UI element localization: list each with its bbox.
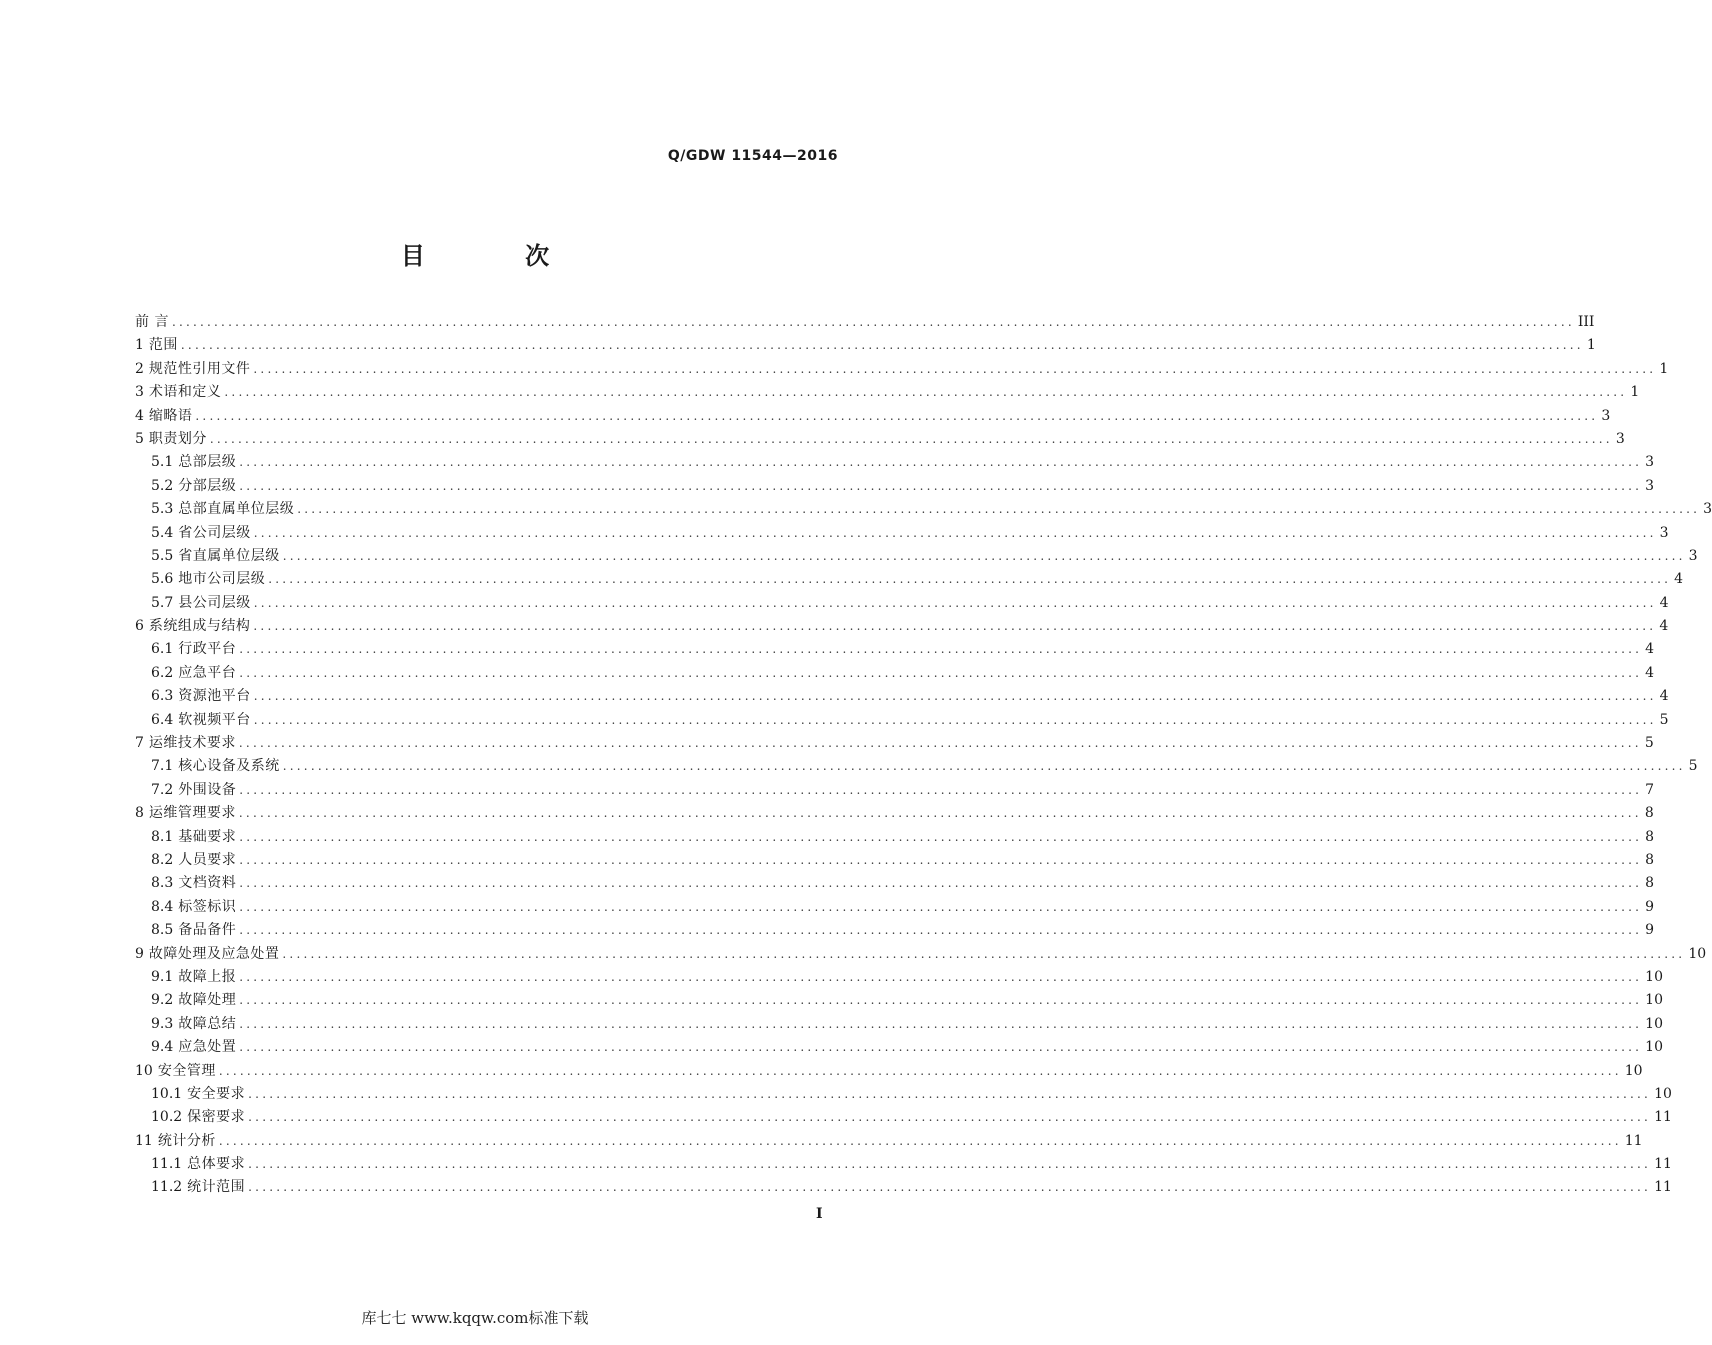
toc-leader-dots: ........................................................................................................................................................................................................ (238, 736, 1642, 751)
toc-leader-dots: ........................................................................................................................................................................................................ (171, 315, 1575, 329)
toc-entry-page: 9 (1645, 898, 1655, 915)
toc-leader-dots: ........................................................................................................................................................................................................ (253, 619, 1657, 634)
toc-entry-number: 9 (135, 945, 144, 962)
toc-entry-number: 9.2 (151, 992, 174, 1009)
toc-leader-dots: ........................................................................................................................................................................................................ (180, 338, 1584, 353)
toc-leader-dots: ........................................................................................................................................................................................................ (297, 502, 1701, 517)
toc-entry-page: 10 (1645, 1039, 1663, 1056)
toc-leader-dots: ........................................................................................................................................................................................................ (248, 1157, 1652, 1172)
toc-entry-label: 故障处理及应急处置 (148, 945, 280, 962)
toc-entry-number: 9.3 (151, 1015, 174, 1032)
toc-entry-page: 8 (1645, 851, 1655, 868)
toc-entry-page: 10 (1688, 945, 1707, 962)
toc-entry[interactable] (135, 1106, 1672, 1129)
toc-entry-page: 3 (1615, 430, 1625, 447)
toc-entry-label: 软视频平台 (178, 711, 251, 728)
toc-entry-label: 运维技术要求 (148, 735, 236, 752)
toc-entry-number: 11 (135, 1132, 153, 1149)
toc-entry-number: 5.5 (151, 547, 174, 564)
toc-entry[interactable] (135, 475, 1655, 498)
toc-entry-label: 外围设备 (178, 781, 237, 798)
toc-entry[interactable] (135, 522, 1669, 545)
toc-entry-number: 9.4 (151, 1039, 174, 1056)
toc-entry-number: 10.2 (151, 1109, 183, 1126)
toc-entry-label: 行政平台 (178, 641, 237, 658)
toc-entry-number: 4 (135, 407, 144, 424)
toc-entry-page: 10 (1645, 992, 1663, 1009)
toc-entry-label: 文档资料 (178, 875, 237, 892)
toc-entry-number: 5.4 (151, 524, 174, 541)
toc-entry-label: 省公司层级 (178, 524, 251, 541)
toc-entry-label: 故障上报 (178, 968, 237, 985)
toc-leader-dots: ........................................................................................................................................................................................................ (239, 1016, 1643, 1031)
toc-leader-dots: ........................................................................................................................................................................................................ (248, 1180, 1652, 1195)
toc-entry-label: 规范性引用文件 (148, 360, 251, 377)
toc-entry-label: 前 言 (135, 314, 169, 330)
toc-entry-number: 10 (135, 1062, 153, 1079)
toc-entry-label: 标签标识 (178, 898, 237, 915)
toc-entry-page: 4 (1645, 664, 1655, 681)
toc-entry-label: 保密要求 (187, 1109, 246, 1126)
document-code: Q/GDW 11544—2016 (667, 148, 838, 164)
toc-entry[interactable] (135, 498, 1712, 521)
toc-entry[interactable] (135, 1013, 1663, 1036)
toc-entry[interactable] (135, 802, 1654, 825)
toc-entry-number: 7.1 (151, 758, 174, 775)
toc-entry-page: 8 (1645, 828, 1655, 845)
toc-entry-label: 统计范围 (187, 1179, 246, 1196)
toc-entry-page: 8 (1644, 805, 1654, 822)
toc-entry-number: 8 (135, 805, 144, 822)
toc-entry[interactable] (135, 1130, 1643, 1153)
toc-entry-page: 3 (1645, 454, 1655, 471)
toc-leader-dots: ........................................................................................................................................................................................................ (268, 572, 1672, 587)
toc-entry-label: 地市公司层级 (178, 571, 266, 588)
toc-entry-label: 术语和定义 (148, 384, 222, 401)
toc-entry-page: 3 (1645, 477, 1655, 494)
toc-entry[interactable] (135, 358, 1669, 381)
toc-entry-page: 5 (1644, 735, 1654, 752)
toc-entry-number: 11.2 (151, 1179, 183, 1196)
toc-leader-dots: ........................................................................................................................................................................................................ (195, 408, 1599, 423)
toc-entry-label: 总体要求 (187, 1156, 246, 1173)
toc-entry[interactable] (135, 1083, 1672, 1106)
toc-leader-dots: ........................................................................................................................................................................................................ (239, 969, 1643, 984)
toc-leader-dots: ........................................................................................................................................................................................................ (218, 1133, 1622, 1148)
toc-entry[interactable] (135, 919, 1655, 942)
toc-entry-number: 3 (135, 384, 144, 401)
toc-entry-number: 2 (135, 360, 144, 377)
toc-leader-dots: ........................................................................................................................................................................................................ (239, 899, 1643, 914)
toc-entry-page: 11 (1654, 1109, 1672, 1126)
toc-entry[interactable] (135, 779, 1655, 802)
toc-entry-number: 6.3 (151, 688, 174, 705)
toc-entry[interactable] (135, 405, 1611, 428)
toc-entry-number: 8.5 (151, 922, 174, 939)
toc-entry-label: 省直属单位层级 (178, 547, 280, 564)
toc-entry[interactable] (135, 1060, 1643, 1083)
toc-leader-dots: ........................................................................................................................................................................................................ (253, 595, 1657, 610)
toc-entry[interactable] (135, 732, 1654, 755)
toc-entry-number: 5 (135, 430, 144, 447)
toc-entry-page: 3 (1703, 501, 1712, 518)
toc-entry[interactable] (135, 545, 1698, 568)
toc-entry-number: 6.1 (151, 641, 174, 658)
toc-title: 目 次 (400, 242, 596, 270)
toc-entry[interactable] (135, 1176, 1672, 1199)
toc-entry-page: 10 (1645, 968, 1663, 985)
toc-entry-label: 故障处理 (178, 992, 237, 1009)
toc-leader-dots: ........................................................................................................................................................................................................ (282, 946, 1686, 961)
toc-entry-page: 1 (1630, 384, 1640, 401)
toc-entry[interactable] (135, 1036, 1663, 1059)
toc-entry-page: 10 (1624, 1062, 1643, 1079)
toc-entry-page: 8 (1645, 875, 1655, 892)
toc-entry-number: 5.2 (151, 477, 174, 494)
toc-leader-dots: ........................................................................................................................................................................................................ (239, 852, 1643, 867)
toc-leader-dots: ........................................................................................................................................................................................................ (253, 712, 1657, 727)
toc-entry[interactable] (135, 896, 1655, 919)
toc-leader-dots: ........................................................................................................................................................................................................ (248, 1086, 1652, 1101)
toc-leader-dots: ........................................................................................................................................................................................................ (224, 385, 1628, 400)
table-of-contents (135, 311, 1712, 1200)
toc-entry[interactable] (135, 615, 1669, 638)
toc-entry-number: 7 (135, 735, 144, 752)
toc-entry-page: 10 (1645, 1015, 1663, 1032)
toc-entry-number: 5.6 (151, 571, 174, 588)
toc-entry-label: 故障总结 (178, 1015, 237, 1032)
toc-entry-label: 总部层级 (178, 454, 237, 471)
toc-entry[interactable] (135, 428, 1625, 451)
toc-entry[interactable] (135, 451, 1655, 474)
toc-entry-number: 8.3 (151, 875, 174, 892)
toc-entry-page: 4 (1659, 594, 1669, 611)
toc-entry-page: 5 (1659, 711, 1669, 728)
toc-entry[interactable] (135, 638, 1655, 661)
toc-entry-number: 6.4 (151, 711, 174, 728)
toc-entry-page: 5 (1688, 758, 1698, 775)
page-number: I (816, 1206, 823, 1222)
toc-entry-number: 10.1 (151, 1085, 183, 1102)
toc-entry-page: 9 (1645, 922, 1655, 939)
toc-entry-number: 6.2 (151, 664, 174, 681)
toc-entry-label: 总部直属单位层级 (178, 501, 295, 518)
toc-leader-dots: ........................................................................................................................................................................................................ (253, 689, 1657, 704)
toc-entry-label: 缩略语 (148, 407, 193, 424)
toc-entry-number: 8.1 (151, 828, 174, 845)
toc-entry-number: 5.1 (151, 454, 174, 471)
toc-entry-label: 核心设备及系统 (178, 758, 280, 775)
toc-entry[interactable] (135, 989, 1663, 1012)
toc-entry-page: 10 (1654, 1085, 1672, 1102)
toc-leader-dots: ........................................................................................................................................................................................................ (239, 665, 1643, 680)
toc-entry[interactable] (135, 662, 1655, 685)
toc-leader-dots: ........................................................................................................................................................................................................ (248, 1110, 1652, 1125)
toc-entry-label: 资源池平台 (178, 688, 251, 705)
toc-leader-dots: ........................................................................................................................................................................................................ (282, 548, 1686, 563)
toc-entry-number: 9.1 (151, 968, 174, 985)
toc-entry-page: 7 (1645, 781, 1655, 798)
toc-entry[interactable] (135, 872, 1655, 895)
toc-entry-label: 应急处置 (178, 1039, 237, 1056)
toc-entry-label: 县公司层级 (178, 594, 251, 611)
toc-entry-number: 6 (135, 618, 144, 635)
toc-entry-number: 8.4 (151, 898, 174, 915)
toc-leader-dots: ........................................................................................................................................................................................................ (253, 525, 1657, 540)
toc-entry-label: 系统组成与结构 (148, 618, 251, 635)
toc-entry-page: III (1577, 314, 1595, 330)
toc-entry-label: 范围 (148, 337, 178, 354)
footer-watermark: 库七七 www.kqqw.com标准下载 (361, 1309, 589, 1327)
toc-leader-dots: ........................................................................................................................................................................................................ (253, 361, 1657, 376)
toc-entry-label: 人员要求 (178, 851, 237, 868)
toc-entry-number: 7.2 (151, 781, 174, 798)
toc-entry-label: 应急平台 (178, 664, 237, 681)
toc-entry[interactable] (135, 849, 1655, 872)
toc-entry-page: 3 (1601, 407, 1611, 424)
toc-entry[interactable] (135, 592, 1669, 615)
toc-entry[interactable] (135, 826, 1655, 849)
toc-entry[interactable] (135, 381, 1640, 404)
toc-leader-dots: ........................................................................................................................................................................................................ (218, 1063, 1622, 1078)
toc-entry-label: 安全要求 (187, 1085, 246, 1102)
toc-entry[interactable] (135, 755, 1698, 778)
toc-leader-dots: ........................................................................................................................................................................................................ (239, 1040, 1643, 1055)
toc-entry-page: 11 (1624, 1132, 1643, 1149)
toc-entry[interactable] (135, 709, 1669, 732)
toc-entry-page: 3 (1688, 547, 1698, 564)
toc-leader-dots: ........................................................................................................................................................................................................ (239, 642, 1643, 657)
toc-entry-label: 统计分析 (157, 1132, 216, 1149)
toc-entry-label: 备品备件 (178, 922, 237, 939)
toc-entry-label: 安全管理 (157, 1062, 216, 1079)
toc-entry-label: 职责划分 (148, 430, 207, 447)
toc-entry-number: 8.2 (151, 851, 174, 868)
toc-entry[interactable] (135, 568, 1684, 591)
toc-leader-dots: ........................................................................................................................................................................................................ (239, 876, 1643, 891)
toc-entry-page: 11 (1654, 1179, 1672, 1196)
toc-entry[interactable] (135, 334, 1596, 357)
toc-leader-dots: ........................................................................................................................................................................................................ (239, 993, 1643, 1008)
toc-entry-page: 4 (1645, 641, 1655, 658)
toc-leader-dots: ........................................................................................................................................................................................................ (239, 782, 1643, 797)
toc-entry-label: 基础要求 (178, 828, 237, 845)
toc-entry[interactable] (135, 966, 1663, 989)
toc-entry-number: 5.7 (151, 594, 174, 611)
toc-leader-dots: ........................................................................................................................................................................................................ (239, 455, 1643, 470)
toc-entry-page: 4 (1659, 618, 1669, 635)
toc-leader-dots: ........................................................................................................................................................................................................ (239, 829, 1643, 844)
toc-entry-page: 1 (1659, 360, 1669, 377)
toc-entry[interactable] (135, 1153, 1672, 1176)
toc-entry[interactable] (135, 943, 1707, 966)
toc-leader-dots: ........................................................................................................................................................................................................ (239, 478, 1643, 493)
toc-entry-page: 4 (1674, 571, 1684, 588)
toc-entry[interactable] (135, 311, 1595, 334)
toc-entry-page: 1 (1586, 337, 1596, 354)
toc-leader-dots: ........................................................................................................................................................................................................ (239, 923, 1643, 938)
toc-entry-number: 5.3 (151, 501, 174, 518)
toc-entry-number: 11.1 (151, 1156, 183, 1173)
toc-entry-label: 运维管理要求 (148, 805, 236, 822)
toc-leader-dots: ........................................................................................................................................................................................................ (238, 806, 1642, 821)
toc-entry-number: 1 (135, 337, 144, 354)
toc-entry-label: 分部层级 (178, 477, 237, 494)
toc-entry-page: 3 (1659, 524, 1669, 541)
toc-leader-dots: ........................................................................................................................................................................................................ (282, 759, 1686, 774)
toc-entry-page: 11 (1654, 1156, 1672, 1173)
toc-entry-page: 4 (1659, 688, 1669, 705)
toc-entry[interactable] (135, 685, 1669, 708)
toc-leader-dots: ........................................................................................................................................................................................................ (209, 431, 1613, 446)
